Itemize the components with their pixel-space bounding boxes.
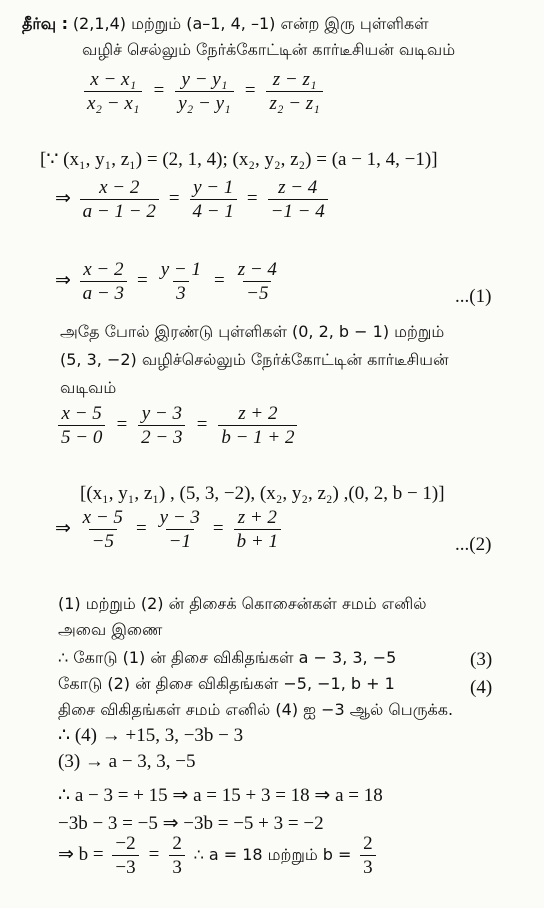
equation-1-tag: ...(1) <box>455 286 492 307</box>
para3-line-1: (1) மற்றும் (2) ன் திசைக் கொசைன்கள் சமம் எனில் <box>58 594 427 613</box>
para2-line-2: (5, 3, −2) வழிச்செல்லும் நேர்க்கோட்டின் கார்டீசியன் <box>60 350 449 369</box>
heading-line-1: (2,1,4) மற்றும் (a–1, 4, –1) என்ற இரு புள்ளிகள் <box>72 14 429 33</box>
equation-2-tag: ...(2) <box>455 534 492 555</box>
points-line-2: [(x₁, y₁, z₁) , (5, 3, −2), (x₂, y₂, z₂) ,(0, 2, b − 1)] <box>80 483 445 504</box>
fraction: $\frac{\text{y − y₁}}{\text{y₂ − y₁}}$ <box>175 70 233 113</box>
step-4: −3b − 3 = −5 ⇒ −3b = −5 + 3 = −2 <box>58 813 324 834</box>
fraction: $\frac{z + 2}{b + 1}$ <box>234 508 281 551</box>
heading-line-2: வழிச் செல்லும் நேர்க்கோட்டின் கார்டீசியன் வடிவம் <box>82 40 456 59</box>
fraction: $\frac{y - 3}{2 - 3}$ <box>138 404 185 447</box>
implies-symbol: ⇒ <box>55 517 71 539</box>
para2-line-3: வடிவம் <box>60 378 117 397</box>
substituted-equation-1: ⇒ $\frac{x - 2}{a - 1 - 2}$ = $\frac{y - 1}{4 - 1}$ = $\frac{z - 4}{-1 - 4}$ <box>55 178 332 221</box>
para3-line-3-tag: (3) <box>470 649 493 670</box>
para3-line-4: கோடு (2) ன் திசை விகிதங்கள் −5, −1, b + 1 <box>58 674 395 693</box>
fraction: $\frac{2}{3}$ <box>360 834 376 877</box>
step-1: ∴ (4) → +15, 3, −3b − 3 <box>58 725 244 746</box>
fraction: $\frac{\text{z − z₁}}{\text{z₂ − z₁}}$ <box>266 70 322 113</box>
fraction: $\frac{x - 2}{a - 1 - 2}$ <box>80 178 159 221</box>
para3-line-4-tag: (4) <box>470 677 493 698</box>
step-2: (3) → a − 3, 3, −5 <box>58 751 196 772</box>
final-prefix: ⇒ b = <box>58 843 104 865</box>
para3-line-5: திசை விகிதங்கள் சமம் எனில் (4) ஐ −3 ஆல் பெருக்க. <box>58 700 454 719</box>
fraction: $\frac{z - 4}{-1 - 4}$ <box>268 178 328 221</box>
fraction: $\frac{y - 1}{4 - 1}$ <box>190 178 237 221</box>
fraction: $\frac{x - 2}{a - 3}$ <box>80 260 127 303</box>
fraction: $\frac{\text{x − x₁}}{\text{x₂ − x₁}}$ <box>84 70 142 113</box>
fraction: $\frac{z - 4}{-5}$ <box>237 259 277 304</box>
fraction: $\frac{-2}{-3}$ <box>112 834 138 877</box>
fraction: $\frac{y - 3}{-1}$ <box>159 507 200 552</box>
general-line-equation: $\frac{\text{x − x₁}}{\text{x₂ − x₁}}$ = $\frac{\text{y − y₁}}{\text{y₂ − y₁}}$ = $\frac{\text{z − z₁}}{\text{z₂ − z₁}}$ <box>80 70 327 113</box>
solution-heading <box>22 14 429 33</box>
step-3: ∴ a − 3 = + 15 ⇒ a = 15 + 3 = 18 ⇒ a = 18 <box>58 785 383 806</box>
fraction: $\frac{x - 5}{5 - 0}$ <box>58 404 105 447</box>
implies-symbol: ⇒ <box>55 269 71 291</box>
fraction: $\frac{z + 2}{b - 1 + 2}$ <box>218 404 297 447</box>
equation-2: ⇒ $\frac{x - 5}{-5}$ = $\frac{y - 3}{-1}$ = $\frac{z + 2}{b + 1}$ <box>55 508 285 551</box>
final-result: ⇒ b = $\frac{-2}{-3}$ = $\frac{2}{3}$ ∴ a = 18 மற்றும் b = $\frac{2}{3}$ <box>58 834 380 877</box>
implies-symbol: ⇒ <box>55 187 71 209</box>
para3-line-3: ∴ கோடு (1) ன் திசை விகிதங்கள் a − 3, 3, −5 <box>58 648 397 667</box>
solution-label: தீர்வு : <box>22 14 69 33</box>
para2-line-1: அதே போல் இரண்டு புள்ளிகள் (0, 2, b − 1) மற்றும் <box>60 322 445 341</box>
para3-line-2: அவை இணை <box>58 620 163 639</box>
fraction: $\frac{y - 1}{3}$ <box>160 259 201 304</box>
points-line-1: [∵ (x₁, y₁, z₁) = (2, 1, 4); (x₂, y₂, z₂) = (a − 1, 4, −1)] <box>40 149 438 170</box>
fraction: $\frac{x - 5}{-5}$ <box>82 507 123 552</box>
substituted-equation-2: $\frac{x - 5}{5 - 0}$ = $\frac{y - 3}{2 - 3}$ = $\frac{z + 2}{b - 1 + 2}$ <box>54 404 301 447</box>
fraction: $\frac{2}{3}$ <box>169 834 185 877</box>
equation-1: ⇒ $\frac{x - 2}{a - 3}$ = $\frac{y - 1}{3}$ = $\frac{z - 4}{-5}$ <box>55 260 284 303</box>
final-middle: ∴ a = 18 மற்றும் b = <box>193 844 352 864</box>
